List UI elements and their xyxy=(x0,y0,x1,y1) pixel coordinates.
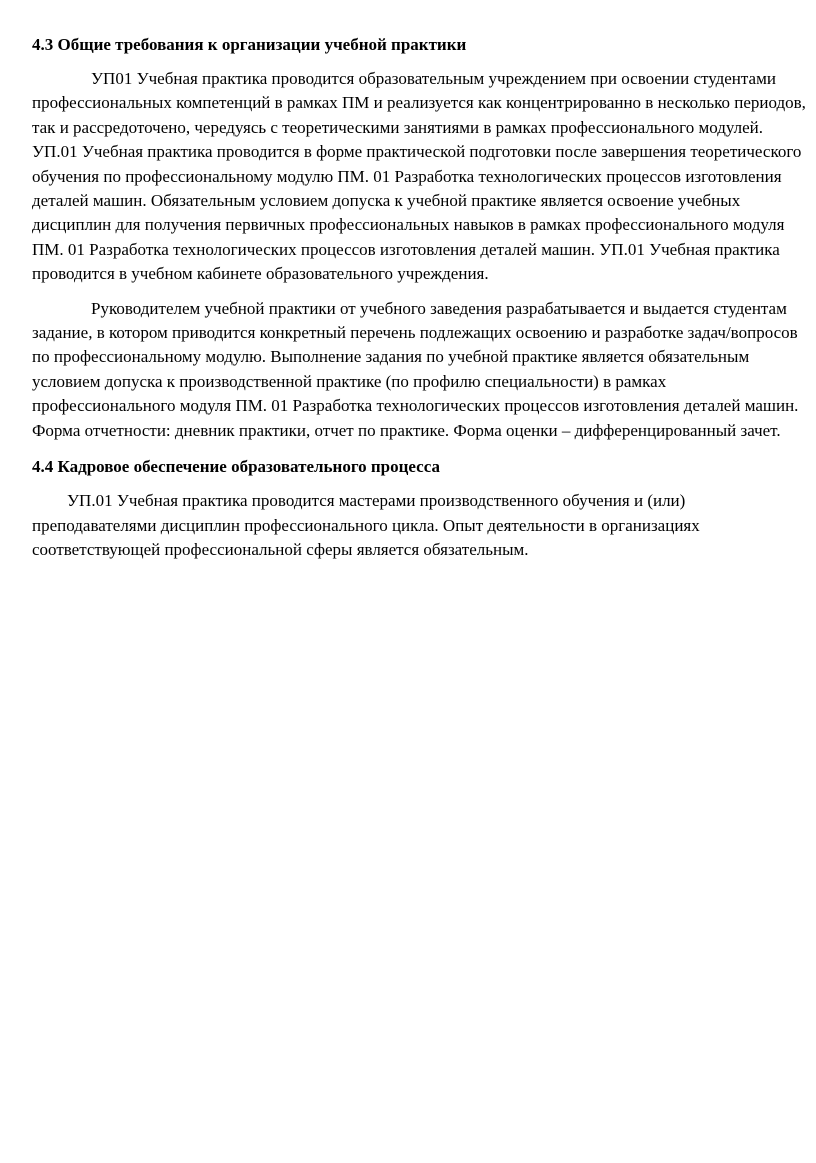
section-4-4-paragraph-1: УП.01 Учебная практика проводится мастерами производственного обучения и (или) преподавателями дисциплин профессионального цикла. Опыт деятельности в организациях соответствующей профессиональной сферы является обязательным. xyxy=(32,491,700,559)
section-4-3-heading: 4.3 Общие требования к организации учебной практики xyxy=(32,35,467,54)
section-4-3-paragraph-2: Руководителем учебной практики от учебного заведения разрабатывается и выдается студентам задание, в котором приводится конкретный перечень подлежащих освоению и разработке задач/вопросов по профессиональному модулю. Выполнение задания по учебной практике является обязательным условием допуска к производственной практике (по профилю специальности) в рамках профессионального модуля ПМ. 01 Разработка технологических процессов изготовления деталей машин. Форма отчетности: дневник практики, отчет по практике. Форма оценки – дифференцированный зачет. xyxy=(32,298,799,440)
document-page xyxy=(32,33,810,562)
section-4-3-paragraph-1: УП01 Учебная практика проводится образовательным учреждением при освоении студентами профессиональных компетенций в рамках ПМ и реализуется как концентрированно в несколько периодов, так и рассредоточено, чередуясь с теоретическими занятиями в рамках профессионального модулей. УП.01 Учебная практика проводится в форме практической подготовки после завершения теоретического обучения по профессиональному модулю ПМ. 01 Разработка технологических процессов изготовления деталей машин. Обязательным условием допуска к учебной практике является освоение учебных дисциплин для получения первичных профессиональных навыков в рамках профессионального модуля ПМ. 01 Разработка технологических процессов изготовления деталей машин. УП.01 Учебная практика проводится в учебном кабинете образовательного учреждения. xyxy=(32,69,806,284)
section-4-4-heading: 4.4 Кадровое обеспечение образовательного процесса xyxy=(32,457,440,477)
